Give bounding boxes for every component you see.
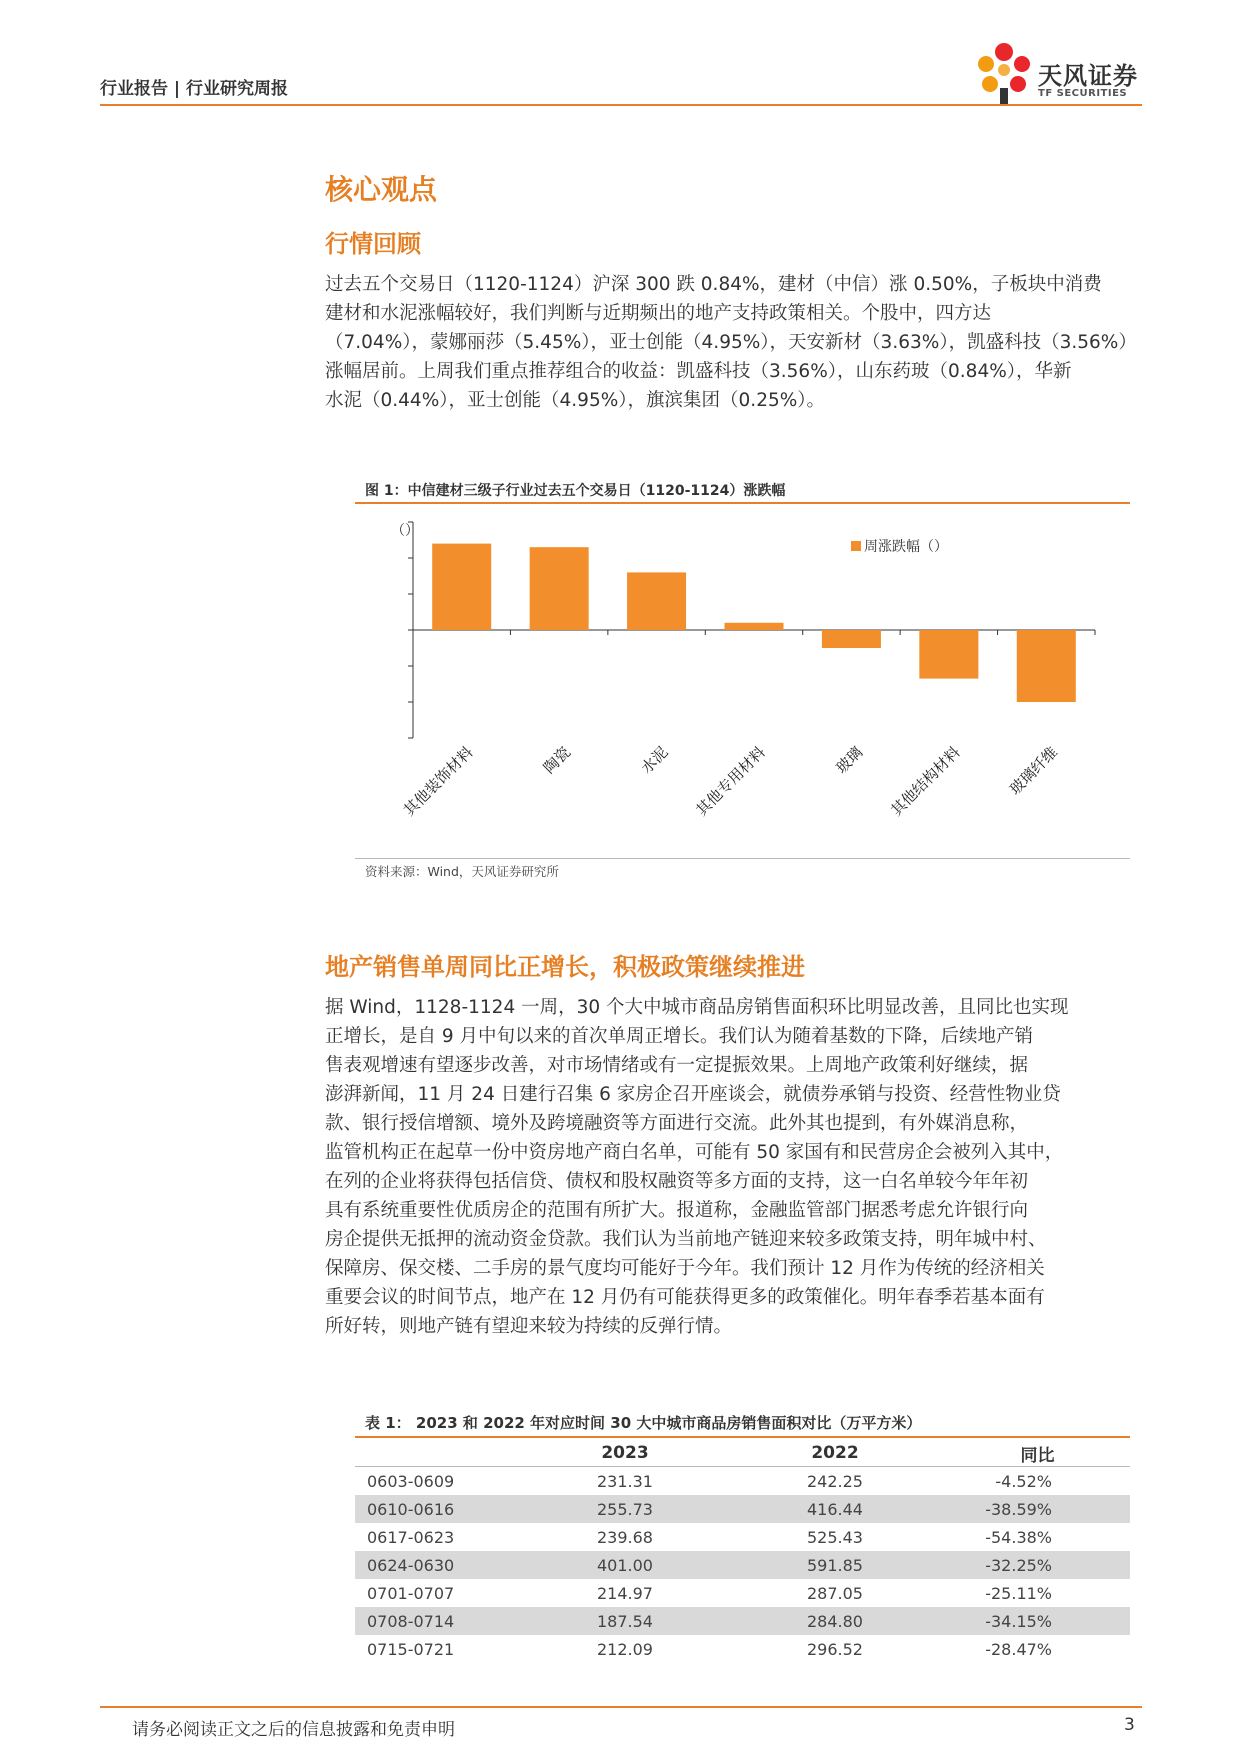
- x-tick-label: 其他装饰材料: [400, 743, 477, 820]
- table-cell-2023: 255.73: [525, 1495, 725, 1523]
- table-cell-yoy: -32.25%: [945, 1551, 1130, 1579]
- table-cell-period: 0701-0707: [367, 1583, 455, 1603]
- property-sales-paragraph: [325, 993, 1145, 1341]
- figure-1-source: 资料来源：Wind，天风证券研究所: [365, 864, 559, 879]
- figure-1-top-rule: [355, 502, 1130, 504]
- x-tick-label: 其他结构材料: [887, 743, 964, 820]
- table-row: [355, 1607, 1130, 1635]
- table-cell-2022: 287.05: [807, 1583, 863, 1603]
- market-review-paragraph: [325, 270, 1145, 415]
- table-cell-2023: 401.00: [525, 1551, 725, 1579]
- chart-bar: [725, 623, 784, 630]
- flower-logo-icon: [972, 38, 1036, 108]
- table-cell-2023: 239.68: [597, 1527, 653, 1547]
- table-row: [355, 1551, 1130, 1579]
- table-cell-yoy: -54.38%: [985, 1527, 1052, 1547]
- table-header-2022: 2022: [811, 1443, 859, 1463]
- paragraph-line: （7.04%），蒙娜丽莎（5.45%），亚士创能（4.95%），天安新材（3.63%），凯盛科技（3.56%）: [325, 332, 1137, 353]
- section-title-core-views: 核心观点: [325, 173, 438, 206]
- page-number: 3: [1124, 1715, 1135, 1735]
- paragraph-line: 保障房、保交楼、二手房的景气度均可能好于今年。我们预计 12 月作为传统的经济相关: [325, 1258, 1045, 1279]
- table-cell-period: 0624-0630: [355, 1551, 525, 1579]
- chart-bar: [1017, 630, 1076, 702]
- figure-1-bottom-rule: [355, 858, 1130, 859]
- table-cell-period: 0617-0623: [367, 1527, 455, 1547]
- section-title-property-sales: 地产销售单周同比正增长，积极政策继续推进: [325, 953, 805, 981]
- table-cell-yoy: -38.59%: [945, 1495, 1130, 1523]
- table-cell-2022: 242.25: [807, 1471, 863, 1491]
- x-tick-label: 其他专用材料: [692, 743, 769, 820]
- table-cell-2023: 231.31: [597, 1471, 653, 1491]
- chart-bar: [919, 630, 978, 679]
- paragraph-line: 在列的企业将获得包括信贷、债权和股权融资等多方面的支持，这一白名单较今年年初: [325, 1171, 1029, 1192]
- table-header-row: [355, 1440, 1130, 1467]
- table-cell-yoy: -25.11%: [985, 1583, 1052, 1603]
- table-cell-yoy: -34.15%: [945, 1607, 1130, 1635]
- tf-securities-logo: [972, 38, 1152, 108]
- table-cell-2022: 284.80: [725, 1607, 945, 1635]
- paragraph-line: 过去五个交易日（1120-1124）沪深 300 跌 0.84%，建材（中信）涨 0.50%，子板块中消费: [325, 274, 1102, 295]
- table-row: [355, 1467, 1130, 1496]
- table-cell-period: 0715-0721: [367, 1639, 455, 1659]
- legend-swatch: [851, 541, 861, 551]
- table-cell-2022: 296.52: [807, 1639, 863, 1659]
- paragraph-line: 重要会议的时间节点，地产在 12 月仍有可能获得更多的政策催化。明年春季若基本面有: [325, 1287, 1045, 1308]
- x-tick-label: 玻璃纤维: [1005, 743, 1062, 799]
- table-row: [355, 1635, 1130, 1663]
- paragraph-line: 款、银行授信增额、境外及跨境融资等方面进行交流。此外其也提到，有外媒消息称，: [325, 1113, 1029, 1134]
- table-row: [355, 1495, 1130, 1523]
- table-cell-yoy: -4.52%: [995, 1471, 1052, 1491]
- paragraph-line: 据 Wind，1128-1124 一周，30 个大中城市商品房销售面积环比明显改善，且同比也实现: [325, 997, 1069, 1018]
- logo-chinese-name: 天风证券: [1038, 62, 1138, 90]
- subsector-returns-chart: [355, 505, 1130, 855]
- table-row: [355, 1523, 1130, 1551]
- subsection-title-market-review: 行情回顾: [325, 230, 421, 258]
- table-cell-period: 0603-0609: [367, 1471, 455, 1491]
- legend-label: 周涨跌幅（）: [864, 539, 948, 555]
- table-1-title: 表 1： 2023 和 2022 年对应时间 30 大中城市商品房销售面积对比（万平方米）: [365, 1414, 922, 1432]
- table-cell-2022: 591.85: [725, 1551, 945, 1579]
- table-cell-2022: 525.43: [807, 1527, 863, 1547]
- footer-divider: [100, 1706, 1142, 1708]
- report-type-header: 行业报告 | 行业研究周报: [100, 79, 289, 99]
- paragraph-line: 建材和水泥涨幅较好，我们判断与近期频出的地产支持政策相关。个股中，四方达: [325, 303, 992, 324]
- logo-english-name: TF SECURITIES: [1038, 88, 1128, 99]
- x-tick-label: 玻璃: [832, 743, 867, 778]
- chart-bar: [432, 544, 491, 630]
- paragraph-line: 售表观增速有望逐步改善，对市场情绪或有一定提振效果。上周地产政策利好继续，据: [325, 1055, 1029, 1076]
- disclaimer-notice: 请务必阅读正文之后的信息披露和免责申明: [132, 1720, 455, 1740]
- chart-bar: [627, 572, 686, 630]
- paragraph-line: 涨幅居前。上周我们重点推荐组合的收益：凯盛科技（3.56%），山东药玻（0.84%），华新: [325, 361, 1072, 382]
- chart-bar: [822, 630, 881, 648]
- x-tick-label: 陶瓷: [540, 743, 574, 778]
- paragraph-line: 房企提供无抵押的流动资金贷款。我们认为当前地产链迎来较多政策支持，明年城中村、: [325, 1229, 1047, 1250]
- paragraph-line: 正增长，是自 9 月中旬以来的首次单周正增长。我们认为随着基数的下降，后续地产销: [325, 1026, 1034, 1047]
- table-row: [355, 1579, 1130, 1607]
- table-header-period: [355, 1440, 525, 1467]
- paragraph-line: 监管机构正在起草一份中资房地产商白名单，可能有 50 家国有和民营房企会被列入其中，: [325, 1142, 1064, 1163]
- table-cell-2023: 187.54: [525, 1607, 725, 1635]
- table-cell-period: 0708-0714: [355, 1607, 525, 1635]
- table-header-yoy: 同比: [1020, 1445, 1055, 1466]
- x-tick-label: 水泥: [637, 743, 672, 778]
- table-cell-period: 0610-0616: [355, 1495, 525, 1523]
- paragraph-line: 具有系统重要性优质房企的范围有所扩大。报道称，金融监管部门据悉考虑允许银行向: [325, 1200, 1029, 1221]
- figure-1-title: 图 1：中信建材三级子行业过去五个交易日（1120-1124）涨跌幅: [365, 483, 786, 499]
- table-cell-yoy: -28.47%: [985, 1639, 1052, 1659]
- header-divider: [100, 104, 1142, 106]
- y-axis-label: （）: [391, 523, 419, 539]
- chart-bar: [530, 547, 589, 630]
- table-cell-2023: 212.09: [597, 1639, 653, 1659]
- paragraph-line: 水泥（0.44%），亚士创能（4.95%），旗滨集团（0.25%）。: [325, 390, 826, 411]
- sales-area-comparison-table: [355, 1440, 1130, 1663]
- table-header-2023: 2023: [601, 1443, 649, 1463]
- table-cell-2022: 416.44: [725, 1495, 945, 1523]
- paragraph-line: 澎湃新闻，11 月 24 日建行召集 6 家房企召开座谈会，就债券承销与投资、经营性物业贷: [325, 1084, 1061, 1105]
- paragraph-line: 所好转，则地产链有望迎来较为持续的反弹行情。: [325, 1316, 733, 1337]
- table-1-top-rule: [355, 1436, 1130, 1438]
- table-cell-2023: 214.97: [597, 1583, 653, 1603]
